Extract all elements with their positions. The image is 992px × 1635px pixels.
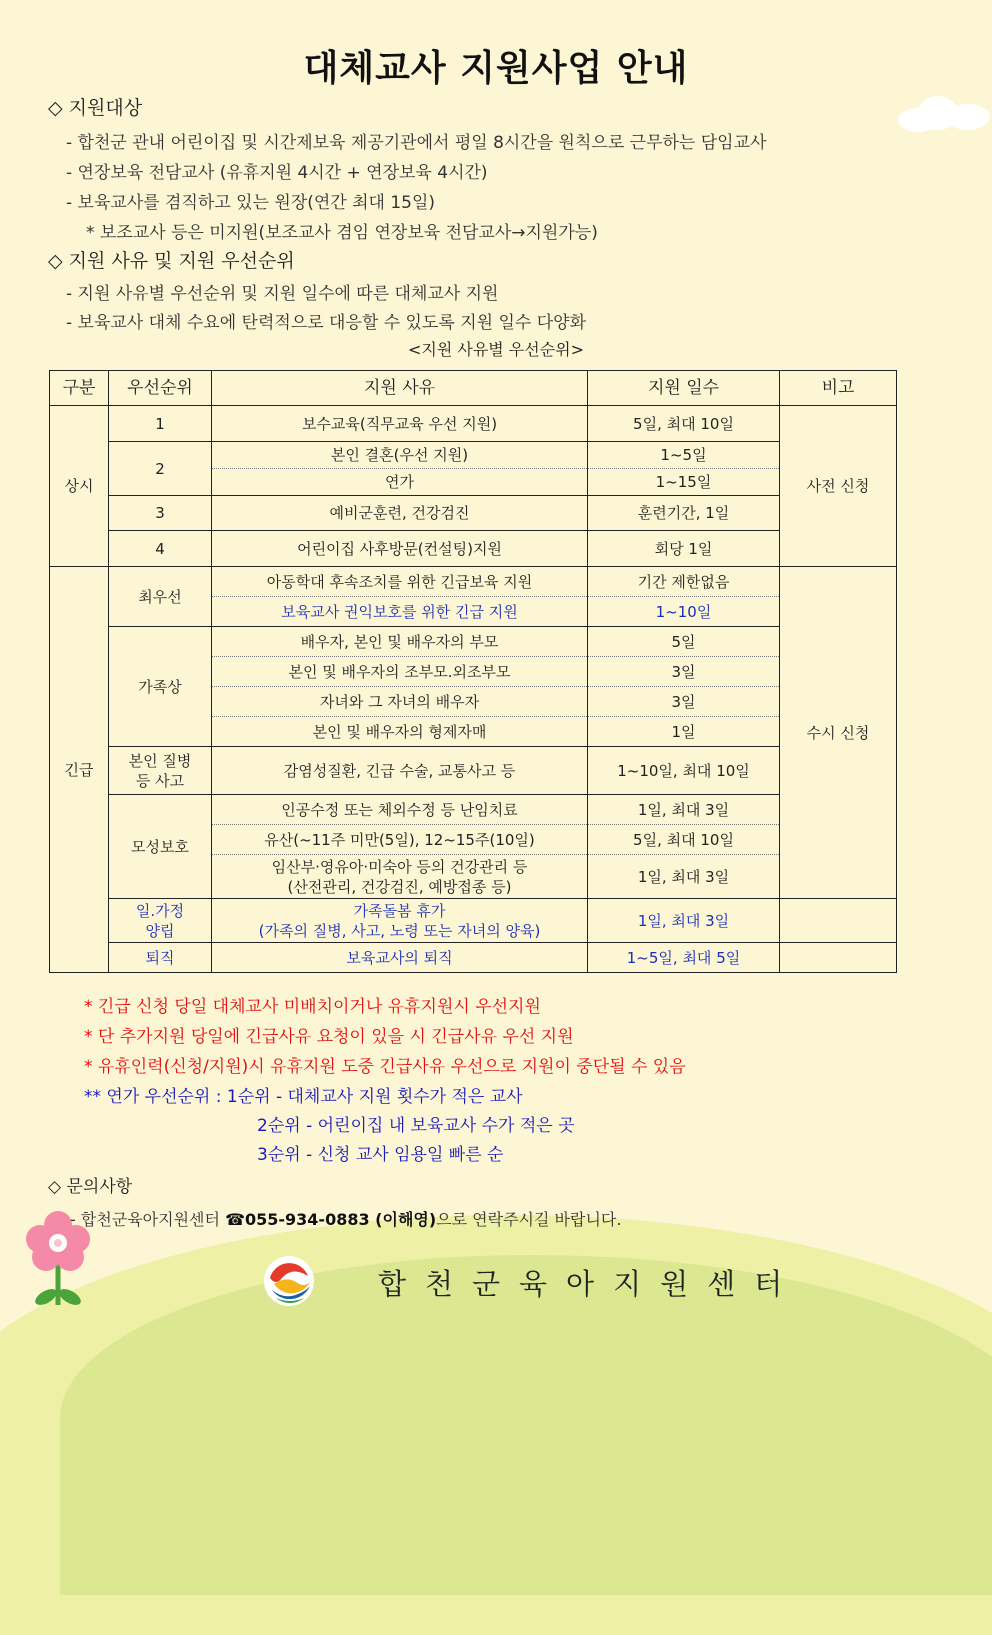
table-row [50, 531, 897, 567]
table-header-row [50, 371, 897, 406]
reason-cell: 본인 결혼(우선 지원) [212, 442, 588, 469]
days-cell: 1~10일 [588, 597, 780, 627]
target-line-2: - 연장보육 전담교사 (유휴지원 4시간 + 연장보육 4시간) [66, 163, 488, 183]
days-cell: 3일 [588, 687, 780, 717]
note-line-3: * 유휴인력(신청/지원)시 유휴지원 도중 긴급사유 우선으로 지원이 중단될 수 있음 [84, 1057, 686, 1077]
reason-line-1: - 지원 사유별 우선순위 및 지원 일수에 따른 대체교사 지원 [66, 284, 499, 304]
priority-line-2: 양립 [145, 921, 175, 940]
reason-cell: 배우자, 본인 및 배우자의 부모 [212, 627, 588, 657]
note-emergency: 수시 신청 [780, 567, 897, 899]
days-cell: 회당 1일 [588, 531, 780, 567]
priority-cell [109, 747, 212, 795]
note-cell-empty [780, 943, 897, 973]
header-reason: 지원 사유 [212, 371, 588, 406]
reason-cell [212, 899, 588, 943]
days-cell: 1일 [588, 717, 780, 747]
reason-line-1: 가족돌봄 휴가 [353, 901, 446, 920]
table-row [50, 943, 897, 973]
priority-line-2: 등 사고 [135, 771, 185, 790]
note-regular: 사전 신청 [780, 406, 897, 567]
contact-line [70, 1207, 621, 1230]
priority-cell: 2 [109, 442, 212, 496]
priority-cell: 3 [109, 496, 212, 531]
table-row [50, 442, 897, 469]
hapcheon-logo-icon [262, 1254, 316, 1308]
cloud-icon [898, 96, 990, 130]
reason-cell: 아동학대 후속조치를 위한 긴급보육 지원 [212, 567, 588, 597]
reason-line-2: - 보육교사 대체 수요에 탄력적으로 대응할 수 있도록 지원 일수 다양화 [66, 313, 586, 333]
reason-cell: 보육교사의 퇴직 [212, 943, 588, 973]
target-line-1: - 합천군 관내 어린이집 및 시간제보육 제공기관에서 평일 8시간을 원칙으로 근무하는 담임교사 [66, 133, 767, 153]
priority-cell: 1 [109, 406, 212, 442]
table-row [50, 406, 897, 442]
note-cell-empty [780, 899, 897, 943]
header-note: 비고 [780, 371, 897, 406]
days-cell: 기간 제한없음 [588, 567, 780, 597]
target-line-3: - 보육교사를 겸직하고 있는 원장(연간 최대 15일) [66, 193, 436, 213]
reason-cell: 연가 [212, 469, 588, 496]
days-cell: 1~15일 [588, 469, 780, 496]
priority-cell [109, 899, 212, 943]
reason-cell: 본인 및 배우자의 형제자매 [212, 717, 588, 747]
days-cell: 5일, 최대 10일 [588, 825, 780, 855]
section-heading-contact: ◇ 문의사항 [48, 1177, 133, 1197]
group-regular: 상시 [50, 406, 109, 567]
days-cell: 1일, 최대 3일 [588, 795, 780, 825]
table-row [50, 795, 897, 825]
reason-line-2: (가족의 질병, 사고, 노령 또는 자녀의 양육) [258, 921, 541, 940]
priority-cell: 가족상 [109, 627, 212, 747]
priority-line-1: 본인 질병 [128, 751, 192, 770]
priority-line-1: 일.가정 [135, 901, 185, 920]
days-cell: 훈련기간, 1일 [588, 496, 780, 531]
reason-cell: 인공수정 또는 체외수정 등 난임치료 [212, 795, 588, 825]
note-line-1: * 긴급 신청 당일 대체교사 미배치이거나 유휴지원시 우선지원 [84, 997, 541, 1017]
target-note: * 보조교사 등은 미지원(보조교사 겸임 연장보육 전담교사→지원가능) [86, 223, 598, 243]
priority-cell: 4 [109, 531, 212, 567]
priority-cell: 모성보호 [109, 795, 212, 899]
note-line-6: 3순위 - 신청 교사 임용일 빠른 순 [257, 1145, 504, 1165]
priority-cell: 퇴직 [109, 943, 212, 973]
priority-table [49, 370, 897, 973]
reason-cell: 보육교사 권익보호를 위한 긴급 지원 [212, 597, 588, 627]
days-cell: 1일, 최대 3일 [588, 855, 780, 899]
reason-cell: 어린이집 사후방문(컨설팅)지원 [212, 531, 588, 567]
priority-cell: 최우선 [109, 567, 212, 627]
table-row [50, 627, 897, 657]
reason-line-1: 임산부·영유아·미숙아 등의 건강관리 등 [271, 857, 528, 876]
center-name: 합천군육아지원센터 [378, 1267, 802, 1301]
reason-cell: 유산(~11주 미만(5일), 12~15주(10일) [212, 825, 588, 855]
days-cell: 1일, 최대 3일 [588, 899, 780, 943]
note-line-2: * 단 추가지원 당일에 긴급사유 요청이 있을 시 긴급사유 우선 지원 [84, 1027, 574, 1047]
table-row [50, 747, 897, 795]
contact-suffix: 으로 연락주시길 바랍니다. [436, 1210, 622, 1229]
note-line-4: ** 연가 우선순위 : 1순위 - 대체교사 지원 횟수가 적은 교사 [84, 1087, 523, 1107]
header-days: 지원 일수 [588, 371, 780, 406]
days-cell: 5일 [588, 627, 780, 657]
section-heading-target: ◇ 지원대상 [48, 97, 143, 119]
table-row [50, 567, 897, 597]
note-line-5: 2순위 - 어린이집 내 보육교사 수가 적은 곳 [257, 1116, 575, 1136]
header-category: 구분 [50, 371, 109, 406]
section-heading-reason: ◇ 지원 사유 및 지원 우선순위 [48, 250, 295, 272]
days-cell: 5일, 최대 10일 [588, 406, 780, 442]
reason-cell: 예비군훈련, 건강검진 [212, 496, 588, 531]
reason-cell [212, 855, 588, 899]
contact-phone: ☎055-934-0883 (이해영) [225, 1210, 437, 1229]
header-priority: 우선순위 [109, 371, 212, 406]
days-cell: 1~5일, 최대 5일 [588, 943, 780, 973]
table-caption: <지원 사유별 우선순위> [407, 340, 585, 359]
background-hill-front [60, 1255, 992, 1595]
days-cell: 1~5일 [588, 442, 780, 469]
table-row [50, 496, 897, 531]
reason-cell: 보수교육(직무교육 우선 지원) [212, 406, 588, 442]
reason-line-2: (산전관리, 건강검진, 예방접종 등) [287, 877, 512, 896]
contact-prefix: - 합천군육아지원센터 [70, 1210, 220, 1229]
days-cell: 3일 [588, 657, 780, 687]
table-row [50, 899, 897, 943]
group-emergency: 긴급 [50, 567, 109, 973]
reason-cell: 감염성질환, 긴급 수술, 교통사고 등 [212, 747, 588, 795]
days-cell: 1~10일, 최대 10일 [588, 747, 780, 795]
reason-cell: 자녀와 그 자녀의 배우자 [212, 687, 588, 717]
page-title: 대체교사 지원사업 안내 [303, 48, 689, 89]
reason-cell: 본인 및 배우자의 조부모.외조부모 [212, 657, 588, 687]
